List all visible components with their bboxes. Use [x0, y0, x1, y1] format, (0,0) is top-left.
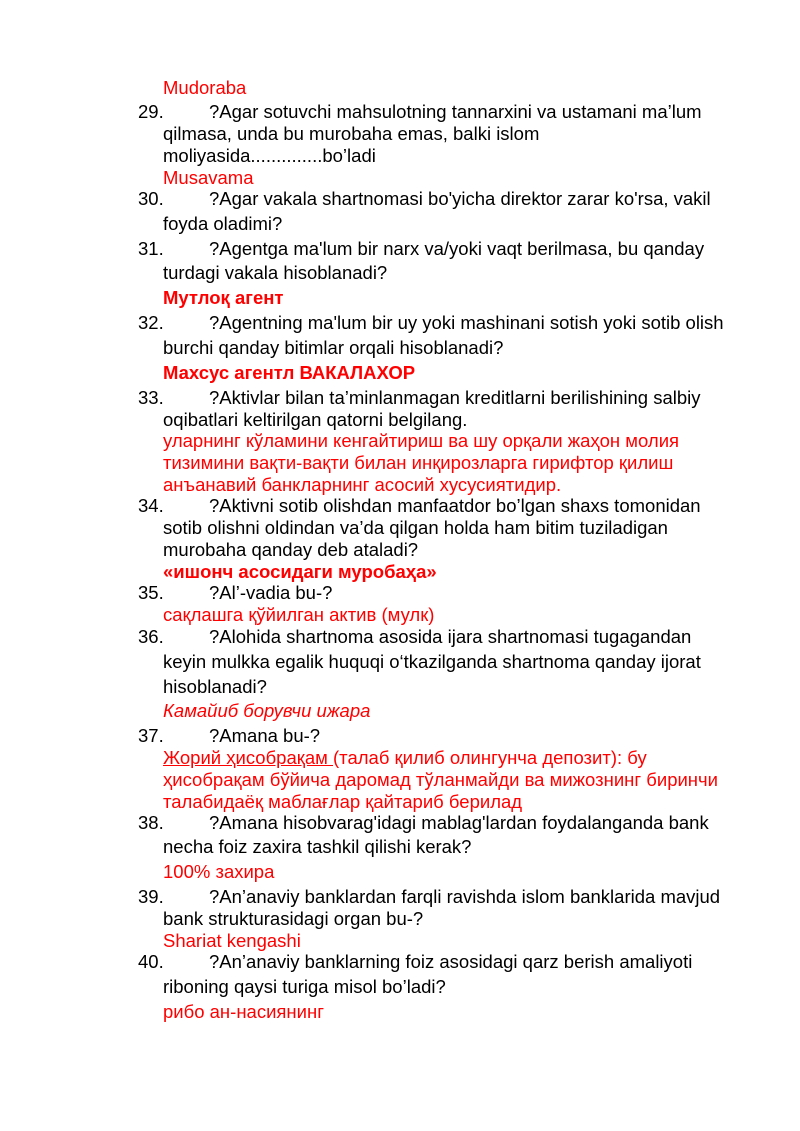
answer-text: «ишонч асосидаги муробаҳа»	[163, 561, 437, 582]
question-text: ?Agar sotuvchi mahsulotning tannarxini va ustamani ma’lum	[209, 101, 702, 122]
question-text: ?An’anaviy banklarning foiz asosidagi qarz berish amaliyoti	[209, 951, 693, 972]
question-text: ?Agar vakala shartnomasi bo'yicha direktor zarar ko'rsa, vakil	[209, 188, 711, 209]
answer-text: сақлашга қўйилган актив (мулк)	[163, 604, 435, 625]
question-text: riboning qaysi turiga misol bo’ladi?	[163, 976, 446, 997]
question-number: 39.	[138, 886, 164, 907]
answer-text: 100% захира	[163, 861, 275, 882]
question-text: hisoblanadi?	[163, 676, 267, 697]
question-text: bank strukturasidagi organ bu-?	[163, 908, 424, 929]
question-text: murobaha qanday deb ataladi?	[163, 539, 419, 560]
answer-text-rest: (талаб қилиб олингунча депозит): бу	[333, 747, 647, 768]
question-number: 31.	[138, 238, 164, 259]
answer-text: Махсус агентл ВАКАЛАХОР	[163, 362, 416, 383]
question-number: 34.	[138, 495, 164, 516]
answer-text: талабидаёқ маблағлар қайтариб берилад	[163, 791, 523, 812]
question-text: keyin mulkka egalik huquqi o‘tkazilganda shartnoma qanday ijorat	[163, 651, 701, 672]
question-number: 37.	[138, 725, 164, 746]
question-text: qilmasa, unda bu murobaha emas, balki islom	[163, 123, 540, 144]
answer-text	[163, 747, 647, 769]
question-text: oqibatlari keltirilgan qatorni belgilang.	[163, 409, 468, 430]
question-number: 35.	[138, 582, 164, 603]
question-text: ?Alohida shartnoma asosida ijara shartnomasi tugagandan	[209, 626, 692, 647]
answer-text: Musavama	[163, 167, 254, 188]
question-text: ?Aktivni sotib olishdan manfaatdor bo’lgan shaxs tomonidan	[209, 495, 701, 516]
question-number: 30.	[138, 188, 164, 209]
question-number: 32.	[138, 312, 164, 333]
question-text: foyda oladimi?	[163, 213, 283, 234]
answer-text: Shariat kengashi	[163, 930, 301, 951]
question-number: 38.	[138, 812, 164, 833]
answer-text: тизимини вақти-вақти билан инқирозларга гирифтор қилиш	[163, 452, 674, 473]
question-text: ?Amana bu-?	[209, 725, 321, 746]
question-text: ?Agentga ma'lum bir narx va/yoki vaqt berilmasa, bu qanday	[209, 238, 705, 259]
question-text: turdagi vakala hisoblanadi?	[163, 262, 388, 283]
answer-text: уларнинг кўламини кенгайтириш ва шу орқали жаҳон молия	[163, 430, 680, 451]
answer-underlined-text: Жорий ҳисобрақам	[163, 747, 334, 768]
answer-text: рибо ан-насиянинг	[163, 1001, 324, 1022]
answer-text: анъанавий банкларнинг асосий хусусиятидир.	[163, 474, 562, 495]
question-number: 29.	[138, 101, 164, 122]
question-text: sotib olishni oldindan va’da qilgan holda ham bitim tuziladigan	[163, 517, 668, 538]
question-text: ?Amana hisobvarag'idagi mablag'lardan foydalanganda bank	[209, 812, 709, 833]
question-text: ?An’anaviy banklardan farqli ravishda islom banklarida mavjud	[209, 886, 721, 907]
question-text: ?Al’-vadia bu-?	[209, 582, 333, 603]
question-text: moliyasida..............bo’ladi	[163, 145, 376, 166]
question-text: ?Agentning ma'lum bir uy yoki mashinani sotish yoki sotib olish	[209, 312, 724, 333]
answer-text: Камайиб борувчи ижара	[163, 700, 371, 721]
answer-text: Мутлоқ агент	[163, 287, 284, 308]
question-text: burchi qanday bitimlar orqali hisoblanadi?	[163, 337, 504, 358]
question-number: 36.	[138, 626, 164, 647]
answer-text: ҳисобрақам бўйича даромад тўланмайди ва мижознинг биринчи	[163, 769, 718, 790]
question-text: necha foiz zaxira tashkil qilishi kerak?	[163, 836, 472, 857]
question-text: ?Aktivlar bilan ta’minlanmagan kreditlarni berilishining salbiy	[209, 387, 701, 408]
answer-mudoraba: Mudoraba	[163, 77, 247, 98]
question-number: 33.	[138, 387, 164, 408]
question-number: 40.	[138, 951, 164, 972]
